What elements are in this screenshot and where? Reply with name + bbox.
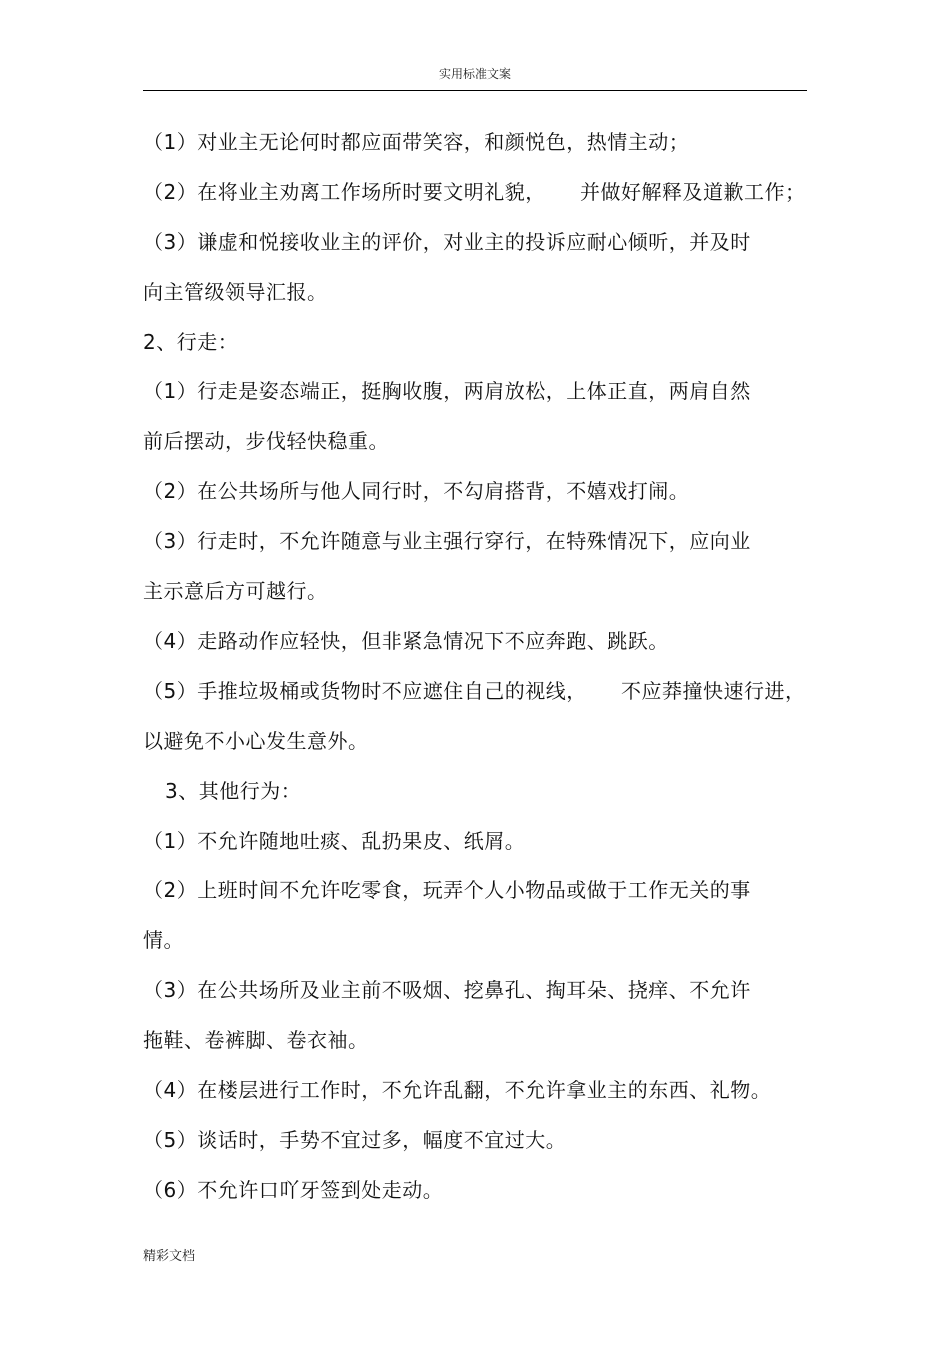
- text-line: 主示意后方可越行。: [143, 579, 328, 603]
- header-divider: [143, 90, 807, 91]
- text-line: （2）上班时间不允许吃零食，玩弄个人小物品或做于工作无关的事: [143, 878, 751, 902]
- text-line: 情。: [143, 928, 184, 952]
- text-line: （5）手推垃圾桶或货物时不应遮住自己的视线， 不应莽撞快速行进，: [143, 679, 806, 703]
- text-line: （1）不允许随地吐痰、乱扔果皮、纸屑。: [143, 829, 526, 853]
- text-line: 前后摆动，步伐轻快稳重。: [143, 429, 389, 453]
- text-line: 以避免不小心发生意外。: [143, 729, 369, 753]
- text-line: （4）走路动作应轻快，但非紧急情况下不应奔跑、跳跃。: [143, 629, 669, 653]
- text-line: 向主管级领导汇报。: [143, 280, 328, 304]
- text-line: （3）谦虚和悦接收业主的评价，对业主的投诉应耐心倾听，并及时: [143, 230, 751, 254]
- text-line: （1）对业主无论何时都应面带笑容，和颜悦色，热情主动；: [143, 130, 690, 154]
- text-line: 拖鞋、卷裤脚、卷衣袖。: [143, 1028, 369, 1052]
- text-line: （3）在公共场所及业主前不吸烟、挖鼻孔、掏耳朵、挠痒、不允许: [143, 978, 751, 1002]
- page-footer: 精彩文档: [143, 1249, 196, 1264]
- text-line: （1）行走是姿态端正，挺胸收腹，两肩放松，上体正直，两肩自然: [143, 379, 751, 403]
- page-header: 实用标准文案: [438, 67, 511, 81]
- section-heading: 2、行走：: [143, 330, 239, 354]
- text-line: （4）在楼层进行工作时，不允许乱翻，不允许拿业主的东西、礼物。: [143, 1078, 772, 1102]
- text-line: （5）谈话时，手势不宜过多，幅度不宜过大。: [143, 1128, 567, 1152]
- text-line: （2）在将业主劝离工作场所时要文明礼貌， 并做好解释及道歉工作；: [143, 180, 806, 204]
- text-line: （2）在公共场所与他人同行时，不勾肩搭背，不嬉戏打闹。: [143, 479, 690, 503]
- section-heading: 3、其他行为：: [165, 779, 302, 803]
- text-line: （3）行走时，不允许随意与业主强行穿行，在特殊情况下，应向业: [143, 529, 751, 553]
- text-line: （6）不允许口吖牙签到处走动。: [143, 1178, 444, 1202]
